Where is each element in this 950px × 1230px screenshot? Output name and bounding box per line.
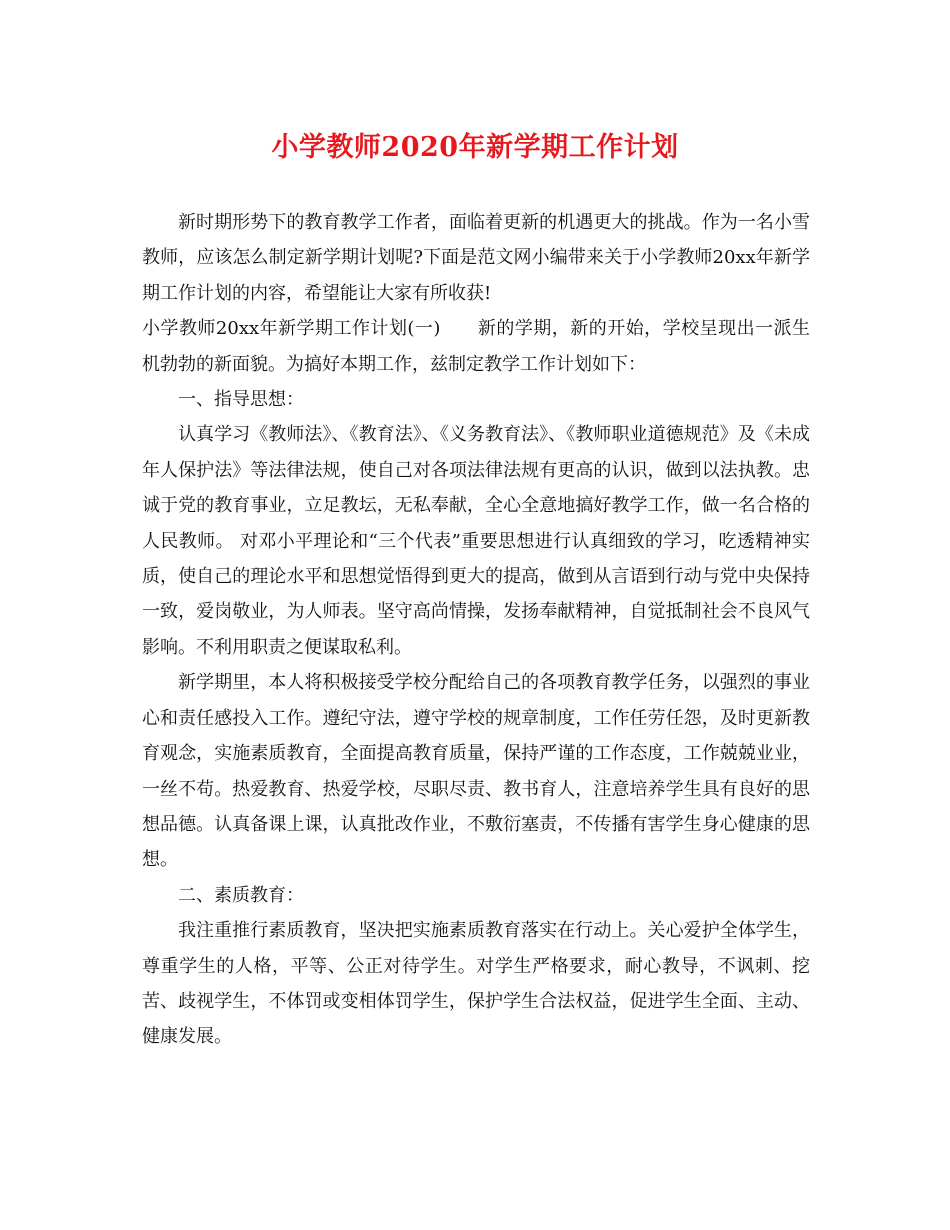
document-title: 小学教师2020年新学期工作计划 bbox=[271, 132, 679, 163]
paragraph-plan-heading: 小学教师20xx年新学期工作计划(一) 新的学期，新的开始，学校呈现出一派生机勃勃的新面貌。为搞好本期工作，兹制定教学工作计划如下： bbox=[142, 318, 810, 375]
section-heading-guiding-ideology: 一、指导思想： bbox=[178, 389, 304, 411]
paragraph-guiding-ideology: 认真学习《教师法》、《教育法》、《义务教育法》、《教师职业道德规范》及《未成年人保护法》等法律法规，使自己对各项法律法规有更高的认识，做到以法执教。忠诚于党的教育事业，立足教坛，无私奉献，全心全意地搞好教学工作，做一名合格的人民教师。 对邓小平理论和“三个代表”重要思想进行认真细致的学习，吃透精神实质，使自己的理论水平和思想觉悟得到更大的提高，做到从言语到行动与党中央保持一致，爱岗敬业，为人师表。坚守高尚情操，发扬奉献精神，自觉抵制社会不良风气影响。不利用职责之便谋取私利。 bbox=[142, 424, 810, 658]
section-heading-quality-education: 二、素质教育： bbox=[178, 884, 304, 906]
paragraph-new-semester: 新学期里，本人将积极接受学校分配给自己的各项教育教学任务，以强烈的事业心和责任感投入工作。遵纪守法，遵守学校的规章制度，工作任劳任怨，及时更新教育观念，实施素质教育，全面提高教育质量，保持严谨的工作态度，工作兢兢业业，一丝不苟。热爱教育、热爱学校，尽职尽责、教书育人，注意培养学生具有良好的思想品德。认真备课上课，认真批改作业，不敷衍塞责，不传播有害学生身心健康的思想。 bbox=[142, 672, 810, 871]
document-body bbox=[142, 205, 810, 1055]
paragraph-quality-education: 我注重推行素质教育，坚决把实施素质教育落实在行动上。关心爱护全体学生，尊重学生的人格，平等、公正对待学生。对学生严格要求，耐心教导，不讽刺、挖苦、歧视学生，不体罚或变相体罚学生，保护学生合法权益，促进学生全面、主动、健康发展。 bbox=[142, 920, 810, 1048]
paragraph-intro: 新时期形势下的教育教学工作者，面临着更新的机遇更大的挑战。作为一名小雪教师，应该怎么制定新学期计划呢?下面是范文网小编带来关于小学教师20xx年新学期工作计划的内容，希望能让大家有所收获! bbox=[142, 212, 810, 304]
